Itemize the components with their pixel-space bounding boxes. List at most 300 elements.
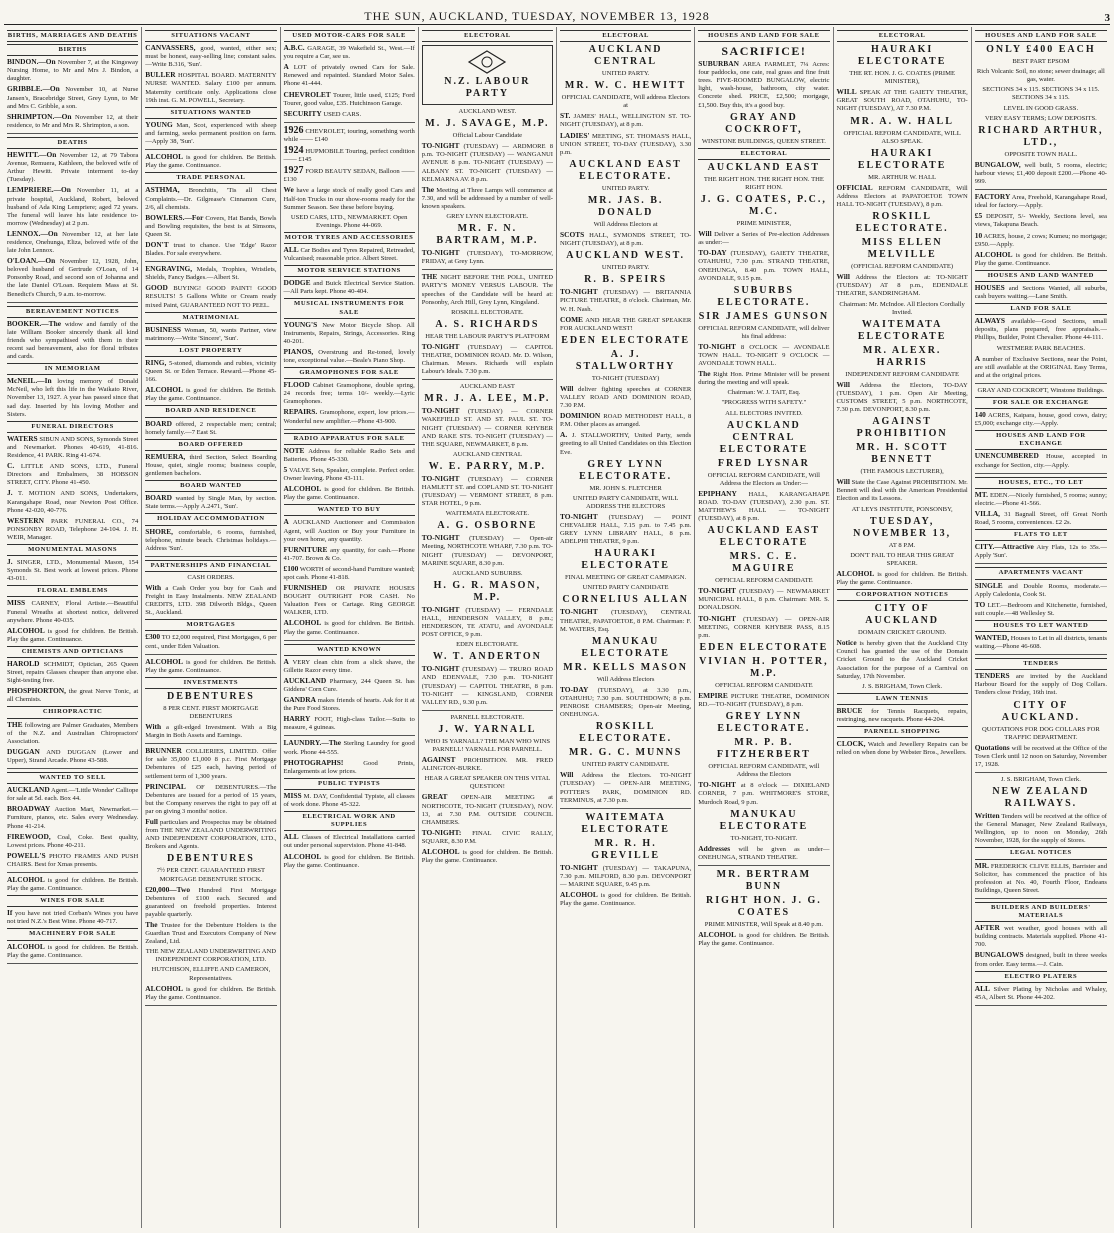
- classified-notice: THE following are Palmer Graduates, Members of the N.Z. and Australian Chiropractors' Association.: [7, 719, 139, 745]
- notice-lead-word: £20,000—Two: [145, 884, 191, 894]
- classified-notice: Will State the Case Against PROHIBITION. Mr. Bennett will deal with the American Presidential Election and its Lessons.: [836, 477, 968, 503]
- center-line: SECTIONS 34 x 115. SECTIONS 34 x 115. SECTIONS 34 x 115.: [982, 86, 1100, 102]
- section-heading: BOARD AND RESIDENCE: [145, 405, 276, 417]
- display-line: MR. P. B. FITZHERBERT: [716, 737, 811, 761]
- notice-lead-word: ALCOHOL: [145, 656, 184, 666]
- notice-lead-word: TO-NIGHT: [421, 141, 460, 151]
- classified-notice: WILL SPEAK AT THE GAIETY THEATRE, GREAT SOUTH ROAD, OTAHUHU, TO-NIGHT (TUESDAY), AT 7.30 P.M.: [836, 87, 968, 113]
- notice-lead-word: ALCOHOL: [145, 385, 184, 395]
- display-line: MR. J. A. LEE, M.P.: [424, 393, 551, 405]
- section-heading: RADIO APPARATUS FOR SALE: [284, 433, 415, 445]
- classified-notice: We have a large stock of really good Cars and Half-ton Trucks in our show-rooms ready for the Summer Season. See these before buying.: [283, 185, 415, 211]
- notice-lead-word: TO-NIGHT: [560, 511, 598, 521]
- display-line: MR. R. H. GREVILLE: [591, 837, 661, 861]
- divider: [7, 768, 138, 769]
- notice-lead-word: Will: [836, 272, 850, 282]
- section-heading: FLATS TO LET: [975, 529, 1107, 541]
- notice-lead-word: CLOCK,: [836, 739, 866, 749]
- notice-lead-word: TO-DAY: [560, 684, 589, 694]
- center-line: INDEPENDENT REFORM CANDIDATE: [845, 370, 960, 378]
- center-line: J. S. BRIGHAM, Town Clerk.: [1000, 776, 1081, 783]
- center-line: TO-NIGHT, TO-NIGHT.: [730, 834, 798, 842]
- display-line: MR. W. C. HEWITT: [564, 80, 687, 92]
- classified-notice: Notice is hereby given that the Auckland City Council has granted the use of the Domain Cricket Ground to the Auckland Cricket Association for the purpose of a Carnival on Saturday, 17th November.: [836, 638, 968, 680]
- classified-notice: 10 ACRES, house, 2 cows; Kumeu; no mortgage; £950.—Apply.: [974, 230, 1107, 248]
- display-line: EDEN ELECTORATE: [699, 641, 829, 653]
- classified-notice: 5 VALVE Sets, Speaker, complete. Perfect order. Owner leaving. Phone 43-111.: [283, 464, 415, 483]
- display-line: FRED LYSNAR: [717, 457, 810, 469]
- center-line: Chairman: Mr. McIndoe. All Electors Cordially Invited.: [839, 300, 965, 316]
- center-line: VERY EASY TERMS; LOW DEPOSITS.: [984, 114, 1097, 122]
- divider: [7, 963, 138, 964]
- classified-notice: BROADWAY Auction Mart, Newmarket.—Furniture, pianos, etc. Sales every Wednesday. Phone 41-214.: [7, 804, 139, 830]
- classified-notice: LENNOX.—On November 12, at her late residence, Onehunga, Eliza, beloved wife of the late John Lennox.: [7, 228, 139, 255]
- notice-lead-word: GRIBBLE.—On: [7, 84, 60, 94]
- notice-lead-word: The: [145, 919, 158, 929]
- section-heading: MONUMENTAL MASONS: [7, 544, 138, 556]
- divider: [145, 1005, 276, 1006]
- classified-notice: CLOCK, Watch and Jewellery Repairs can be relied on when done by Webster Bros., Jewellers.: [836, 739, 968, 757]
- notice-lead-word: A: [283, 517, 289, 527]
- column-5: [557, 27, 695, 1228]
- classified-notice: PIANOS, Overstrung and Re-toned, lovely tone, exceptional value.—Beale's Piano Shop.: [283, 346, 415, 364]
- section-heading: WANTED TO BUY: [284, 504, 415, 516]
- center-line: (OFFICIAL REFORM CANDIDATE): [851, 263, 954, 271]
- classified-notice: BOWLERS.—For Covers, Hat Bands, Bowls and Bowling requisites, the best is at Simsons, Queen St.: [145, 212, 277, 238]
- center-line: Official Labour Candidate: [452, 132, 523, 140]
- notice-lead-word: HOUSES: [974, 282, 1005, 292]
- notice-lead-word: £5: [974, 211, 983, 221]
- center-line: FINAL MEETING OF GREAT CAMPAIGN.: [565, 574, 687, 582]
- emblem-caption: N.Z. LABOUR PARTY: [444, 76, 531, 100]
- notice-lead-word: PRINCIPAL: [145, 781, 186, 791]
- column-8: [972, 27, 1110, 1228]
- notice-lead-word: CITY.—Attractive: [974, 542, 1034, 552]
- display-line: MR. G. C. MUNNS: [568, 747, 683, 759]
- center-line: AT 8 P.M.: [888, 541, 916, 549]
- display-line: DEBENTURES: [166, 690, 255, 702]
- classified-notice: The Right Hon. Prime Minister will be present during the meeting and will speak.: [698, 369, 830, 387]
- classified-notice: TO-NIGHT (TUESDAY) — BRITANNIA PICTURE THEATRE, 8 o'clock. Chairman, Mr. W. H. Nash.: [560, 287, 692, 313]
- divider: [560, 808, 691, 809]
- notice-lead-word: NOTE: [283, 445, 305, 455]
- classified-notice: ALCOHOL is good for children. Be British. Play the game. Continuance.: [836, 568, 968, 586]
- center-line: 8 PER CENT. FIRST MORTGAGE DEBENTURES: [163, 704, 259, 720]
- classified-notice: AFTER wet weather, good houses with all building contracts. Materials supplied. Phone 41-700.: [974, 923, 1107, 949]
- notice-lead-word: £300: [145, 632, 161, 642]
- display-line: MR. A. W. HALL: [850, 115, 954, 127]
- notice-lead-word: ALCOHOL: [560, 889, 598, 899]
- center-line: AUCKLAND EAST: [459, 383, 515, 391]
- classified-notice: ALCOHOL is good for children. Be British. Play the game. Continuance.: [145, 983, 277, 1001]
- display-line: ROSKILL ELECTORATE.: [579, 721, 673, 745]
- display-line: HAURAKI ELECTORATE: [857, 147, 947, 171]
- notice-lead-word: UNENCUMBERED: [974, 451, 1039, 461]
- notice-lead-word: TO-NIGHT: [698, 586, 736, 596]
- notice-lead-word: WESTERN: [7, 515, 44, 525]
- notice-lead-word: SHORE,: [145, 526, 173, 536]
- notice-lead-word: DON'T: [145, 239, 169, 249]
- classified-notice: HAROLD SCHMIDT, Optician, 265 Queen Street, repairs Glasses cheaper than anyone else. Sight-testing free.: [7, 659, 139, 685]
- notice-lead-word: Will: [560, 383, 574, 393]
- display-line: MR. H. SCOTT BENNETT: [855, 442, 949, 466]
- classified-notice: BOARD offered, 2 respectable men; central; homely family.—7 East St.: [145, 418, 277, 436]
- classified-notice: LADIES' MEETING, ST. THOMAS'S HALL, UNION STREET, TO-DAY (TUESDAY), 3.30 p.m.: [560, 130, 692, 156]
- listing-year: 1924: [283, 145, 304, 157]
- notice-lead-word: ALWAYS: [974, 316, 1006, 326]
- display-line: MRS. C. E. MAGUIRE: [729, 551, 799, 575]
- newspaper-page: [4, 2, 1110, 1229]
- notice-lead-word: ALCOHOL: [7, 874, 45, 884]
- listing-year: 1926: [283, 124, 304, 136]
- notice-lead-word: Notice: [836, 638, 857, 648]
- classified-notice: DOMINION ROAD METHODIST HALL, 8 P.M. Other places as arranged.: [560, 411, 692, 429]
- display-line: A. J. STALLWORTHY: [575, 348, 676, 372]
- notice-lead-word: ST.: [560, 111, 571, 121]
- notice-lead-word: AUCKLAND: [7, 785, 50, 795]
- divider: [422, 269, 553, 270]
- display-line: NEW ZEALAND RAILWAYS.: [992, 786, 1090, 810]
- classified-notice: ALCOHOL is good for children. Be British. Play the game. Continuance.: [145, 385, 277, 403]
- center-line: AUCKLAND CENTRAL: [452, 450, 522, 458]
- classified-notice: J. SINGER, LTD., Monumental Mason, 154 Symonds St. Best work at lowest prices. Phone 43-011.: [7, 557, 139, 583]
- notice-lead-word: ALL: [283, 832, 299, 842]
- notice-lead-word: MISS: [7, 598, 26, 608]
- classified-notice: POWELL'S PHOTO FRAMES AND PUSH CHAIRS. Best for Xmas presents.: [7, 850, 139, 868]
- section-heading: GRAMOPHONES FOR SALE: [284, 367, 415, 379]
- notice-lead-word: WANTED,: [974, 632, 1010, 642]
- classified-notice: CITY.—Attractive Airy Flats, 12s to 35s.—Apply 'Sun'.: [974, 542, 1107, 560]
- classified-notice: Written Tenders will be received at the office of the General Manager, New Zealand Railways, Wellington, up to noon on Monday, 26th November, 1928, for the supply of Stores.: [974, 811, 1107, 845]
- classified-notice: GREAT OPEN-AIR MEETING at NORTHCOTE, TO-NIGHT (TUESDAY), NOV. 13, at 7.30 P.M. OUTSIDE COUNCIL CHAMBERS.: [421, 792, 553, 826]
- section-heading: TRADE PERSONAL: [145, 172, 276, 184]
- display-line: A. G. OSBORNE: [437, 520, 538, 532]
- section-heading: BIRTHS, MARRIAGES AND DEATHS: [7, 30, 138, 42]
- section-heading: ELECTORAL: [837, 30, 968, 42]
- center-line: QUOTATIONS FOR DOG COLLARS FOR TRAFFIC DEPARTMENT.: [981, 725, 1100, 741]
- section-heading: ELECTORAL: [422, 30, 553, 42]
- display-line: J. W. YARNALL: [438, 723, 537, 735]
- section-heading: SITUATIONS WANTED: [145, 107, 276, 119]
- divider: [975, 898, 1107, 899]
- center-line: OFFICIAL REFORM CANDIDATE, will Address the Electors: [708, 763, 820, 779]
- center-line: DON'T FAIL TO HEAR THIS GREAT SPEAKER.: [850, 551, 955, 567]
- notice-lead-word: ALCOHOL: [145, 152, 184, 162]
- classified-notice: TO-NIGHT (TUESDAY) — TRURO ROAD AND EDENVALE, 7.30 p.m. TO-NIGHT (TUESDAY) — CAPITOL THEATRE, 8 p.m. TO-NIGHT — KINGSLAND, CORNER VALLEY RD., 9.30 p.m.: [421, 664, 553, 706]
- classified-notice: BOOKER.—The widow and family of the late William Booker sincerely thank all kind friends who sympathised with them in their recent sad bereavement, also for floral tributes and cards.: [7, 318, 139, 361]
- display-line: CITY OF AUCKLAND.: [1001, 699, 1081, 723]
- classified-notice: TO-NIGHT (TUESDAY) — OPEN-AIR MEETING, CORNER KHYBER PASS, 8.15 p.m.: [698, 613, 830, 639]
- classified-notice: TO-NIGHT (TUESDAY) — FERNDALE HALL, HENDERSON VALLEY, 8 p.m.; HENDERSON, TE ATATU, and AVONDALE POST OFFICE, 9 p.m.: [421, 604, 553, 639]
- classified-notice: AUCKLAND Pharmacy, 244 Queen St. has Giddens' Corn Cure.: [283, 675, 415, 693]
- masthead: [4, 2, 1110, 25]
- notice-lead-word: WATERS: [7, 433, 38, 443]
- classified-notice: The Trustee for the Debenture Holders is the Guardian Trust and Executors Company of New Zealand, Ltd.: [145, 919, 277, 946]
- column-6: [695, 27, 833, 1228]
- divider: [975, 383, 1107, 384]
- display-line: HAURAKI ELECTORATE: [857, 44, 947, 68]
- column-4: [419, 27, 557, 1228]
- classified-notice: SHORE, comfortable, 6 rooms, furnished, telephone, minute beach. Christmas holidays.—Address 'Sun'.: [145, 526, 277, 552]
- section-heading: HOUSES AND LAND WANTED: [975, 270, 1107, 282]
- display-line: RICHARD ARTHUR, LTD.,: [978, 124, 1104, 148]
- center-line: Rich Volcanic Soil, no stone; sewer drainage; all gas, water.: [976, 68, 1105, 84]
- section-heading: HOUSES TO LET WANTED: [975, 620, 1107, 632]
- notice-lead-word: TO-NIGHT: [421, 473, 460, 483]
- center-line: EDEN ELECTORATE.: [456, 641, 519, 649]
- center-line: LEVEL IN GOOD GRASS.: [1003, 104, 1079, 112]
- classified-notice: DUGGAN AND DUGGAN (Lower and Upper), Strand Arcade. Phone 43-588.: [7, 746, 139, 764]
- notice-lead-word: POWELL'S: [7, 850, 46, 860]
- notice-lead-word: PIANOS,: [283, 346, 314, 356]
- center-line: AT LEYS INSTITUTE, PONSONBY,: [851, 505, 953, 513]
- notice-lead-word: BROADWAY: [7, 804, 51, 814]
- display-line: MR. JAS. B. DONALD: [587, 194, 664, 218]
- section-heading: ELECTRO PLATERS: [975, 971, 1107, 983]
- classified-notice: Will Address the Electors. TO-NIGHT (TUESDAY) — OPEN-AIR MEETING, POTTER'S PARK, DOMINION RD. TERMINUS, at 7.30 p.m.: [560, 770, 692, 804]
- notice-lead-word: TO-NIGHT:: [421, 827, 462, 837]
- section-heading: BIRTHS: [7, 44, 138, 56]
- labour-party-emblem: [422, 45, 553, 105]
- section-heading: HOUSES, ETC., TO LET: [975, 477, 1107, 489]
- center-line: HEAR A GREAT SPEAKER ON THIS VITAL QUESTION!: [424, 775, 551, 791]
- notice-lead-word: Quotations: [974, 742, 1010, 752]
- section-heading: MOTOR SERVICE STATIONS: [284, 265, 415, 277]
- notice-lead-word: REMUERA,: [145, 451, 186, 461]
- center-line: J. S. BRIGHAM, Town Clerk.: [862, 682, 943, 690]
- classified-notice: AUCKLAND Agent.—'Little Wonder' Calliope for sale at 5d. each. Box 44.: [7, 785, 139, 803]
- center-line: PRIME MINISTER,: [736, 220, 792, 228]
- notice-lead-word: ALCOHOL: [698, 929, 737, 939]
- classified-notice: Will Deliver a Series of Pre-election Addresses as under:—: [698, 229, 830, 247]
- notice-lead-word: VILLA,: [974, 508, 1001, 518]
- section-heading: WANTED TO SELL: [7, 772, 138, 784]
- divider: [284, 122, 415, 123]
- section-heading: SITUATIONS VACANT: [145, 30, 276, 42]
- classified-notice: MISS M. DAY, Confidential Typiste, all classes of work done. Phone 45-322.: [283, 790, 415, 809]
- notice-lead-word: SCOTS: [560, 230, 585, 240]
- classified-notice: MR. FREDERICK CLIVE ELLIS, Barrister and Solicitor, has commenced the practice of his profession at No. 40, Fourth Floor, Endeans Buildings, Queen Street.: [974, 860, 1107, 894]
- section-heading: CHEMISTS AND OPTICIANS: [7, 646, 138, 658]
- classified-notice: CANVASSERS, good, wanted, either sex; must be honest, easy-selling line; constant sales.—Write B.316, 'Sun'.: [145, 43, 277, 69]
- notice-lead-word: We: [283, 185, 294, 195]
- party-emblem-icon: [467, 50, 507, 74]
- center-line: DOMAIN CRICKET GROUND.: [857, 629, 947, 637]
- divider: [7, 302, 138, 303]
- notice-lead-word: TO-NIGHT: [560, 607, 598, 617]
- classified-notice: ALCOHOL is good for children. Be British. Play the game. Continuance.: [145, 656, 277, 674]
- classified-notice: WATERS SIBUN AND SONS, Symonds Street and Newmarket. Phones 40-619, 41-816. Residence, 41 PARK. Ring 41-674.: [7, 433, 139, 460]
- notice-lead-word: MT.: [974, 489, 988, 499]
- center-line: HUTCHISON, ELLIFFE AND CAMERON, Representatives.: [151, 966, 271, 982]
- section-heading: BOARD WANTED: [145, 480, 276, 492]
- classified-notice: ALCOHOL is good for children. Be British. Play the game. Continuance.: [283, 851, 415, 869]
- display-line: TUESDAY, NOVEMBER 13,: [853, 515, 952, 539]
- classified-notice: TO-NIGHT (TUESDAY) — NEWMARKET MUNICIPAL HALL, 8 p.m. Chairman: MR. S. DONALDSON.: [698, 586, 830, 612]
- divider: [284, 735, 415, 736]
- notice-lead-word: TO-NIGHT: [698, 341, 736, 351]
- section-heading: HOUSES AND LAND FOR SALE: [698, 30, 829, 42]
- notice-lead-word: TO-NIGHT: [560, 287, 598, 297]
- display-line: J. G. COATES, P.C., M.C.: [700, 194, 827, 218]
- divider: [7, 133, 138, 134]
- classified-notice: ST. JAMES' HALL, WELLINGTON ST. TO-NIGHT (TUESDAY), at 8 p.m.: [560, 111, 692, 129]
- center-line: WINSTONE BUILDINGS, QUEEN STREET.: [701, 137, 826, 145]
- classified-notice: ALL Classes of Electrical Installations carried out under personal supervision. Phone 41-848.: [283, 832, 415, 850]
- center-line: WESTMERE PARK BEACHES.: [996, 344, 1085, 352]
- classified-notice: TO-NIGHT (TUESDAY) — POINT CHEVALIER HALL, 7.15 p.m. to 7.45 p.m. GREY LYNN LIBRARY HALL, 8 p.m. ADELPHI THEATRE, 9 p.m.: [560, 511, 692, 546]
- divider: [698, 865, 829, 866]
- classified-notice: BUNGALOW, well built, 5 rooms, electric; harbour views; £1,400 deposit £200.—Phone 40-999.: [974, 159, 1107, 186]
- classified-notice: A number of Exclusive Sections, near the Point, are still available at the ORIGINAL Easy Terms, and at the original prices.: [974, 353, 1107, 379]
- classified-notice: £5 DEPOSIT, 5/- Weekly, Sections level, sea views, Takapuna Beach.: [974, 211, 1107, 229]
- classified-notice: LAUNDRY.—The Sterling Laundry for good work. Phone 44-555.: [283, 738, 415, 756]
- notice-lead-word: HARRY: [283, 714, 311, 724]
- center-line: OFFICIAL REFORM CANDIDATE, WILL ALSO SPEAK.: [843, 129, 961, 145]
- display-line: MANUKAU ELECTORATE: [581, 635, 670, 659]
- display-line: R. B. SPEIRS: [584, 274, 668, 286]
- center-line: WHO IS YARNALL? THE MAN WHO WINS PARNELL! YARNALL FOR PARNELL.: [424, 737, 551, 753]
- notice-lead-word: FIREWOOD,: [7, 831, 51, 841]
- notice-lead-word: ALCOHOL: [836, 568, 875, 578]
- display-line: WAITEMATA ELECTORATE: [581, 811, 670, 835]
- classified-notice: ALCOHOL is good for children. Be British. Play the game. Continuance.: [7, 625, 139, 643]
- section-heading: FLORAL EMBLEMS: [7, 585, 138, 597]
- notice-lead-word: YOUNG: [145, 119, 173, 129]
- classified-notice: McNEIL.—In loving memory of Donald McNeil, who left this life in the Waikato River, November 13, 1927. A year has passed since that sad day. Inserted by his loving Mother and Sisters.: [7, 376, 139, 418]
- notice-lead-word: DUGGAN: [7, 746, 40, 756]
- section-heading: LEGAL NOTICES: [975, 847, 1107, 859]
- classified-notice: £20,000—Two Hundred First Mortgage Debentures of £100 each. Secured and guaranteed on freehold properties. Interest payable quarterly.: [145, 884, 277, 918]
- classified-notice: DODGE and Buick Electrical Service Station.—All Parts kept. Phone 40-404.: [283, 278, 415, 296]
- notice-lead-word: EPIPHANY: [698, 488, 737, 498]
- divider: [975, 654, 1107, 655]
- classified-notice: ALWAYS available—Good Sections, small deposits, plans prepared, free appraisals.—Phillips, Builder, Point Chevalier. Phone 44-111.: [974, 316, 1107, 342]
- classified-notice: TO-NIGHT (TUESDAY) — CORNER WAKEFIELD ST. AND ST. PAUL ST. TO-NIGHT (TUESDAY) — CORNER KHYBER AND RAKE STS. TO-NIGHT (TUESDAY) — THE SQUARE, NEWMARKET, 8 p.m.: [421, 406, 553, 448]
- classified-notice: FURNISHED OR PRIVATE HOUSES BOUGHT OUTRIGHT FOR CASH. No Valuation Fees or Cartage. Ring GEORGE WALKER, LTD.: [283, 583, 415, 617]
- notice-lead-word: Addresses: [698, 843, 731, 853]
- notice-lead-word: REPAIRS.: [283, 407, 318, 417]
- display-line: DEBENTURES: [166, 853, 255, 865]
- divider: [975, 473, 1107, 474]
- section-heading: MOTOR TYRES AND ACCESSORIES: [284, 232, 415, 244]
- classified-notice: GRIBBLE.—On November 10, at Nurse Jansen's, Bracebridge Street, Grey Lynn, to Mr and Mrs C. Gribble, a son.: [7, 84, 139, 110]
- notice-lead-word: BOARD: [145, 418, 172, 428]
- classified-notice: TO-NIGHT at 8 o'clock — DIXIELAND CORNER, 7 p.m. WHITMORE'S STORE, Murdoch Road, 9 p.m.: [698, 780, 830, 806]
- center-line: ALL ELECTORS INVITED.: [725, 409, 803, 417]
- classified-notice: BOARD wanted by Single Man, by section. State terms.—Apply A.2471, 'Sun'.: [145, 493, 277, 511]
- center-line: Will Address Electors: [596, 675, 655, 683]
- section-heading: LAND FOR SALE: [975, 303, 1107, 315]
- classified-notice: ALL Car Bodies and Tyres Repaired, Retreaded, Vulcanised; reasonable price. Albert Street.: [283, 244, 415, 263]
- car-price-listing: 1924 HUPMOBILE Touring, perfect condition —— £145: [283, 145, 415, 164]
- classified-notice: A LOT of privately owned Cars for Sale. Renewed and repainted. Standard Motor Sales. Phone 41-444.: [283, 62, 415, 88]
- section-heading: MATRIMONIAL: [145, 312, 276, 324]
- classified-notice: £100 WORTH of second-hand Furniture wanted; spot cash. Phone 41-818.: [283, 563, 415, 581]
- notice-lead-word: ALCOHOL: [283, 851, 322, 861]
- center-line: AUCKLAND WEST.: [458, 108, 517, 116]
- center-line: TO-NIGHT (TUESDAY): [591, 374, 660, 382]
- display-line: AUCKLAND EAST ELECTORATE.: [569, 158, 682, 182]
- center-line: GRAY AND COCKROFT, Winstone Buildings.: [977, 386, 1105, 394]
- center-line: Chairman: W. J. TAIT, Esq.: [727, 389, 801, 397]
- notice-lead-word: FACTORY: [974, 192, 1011, 202]
- section-heading: ELECTORAL: [698, 148, 829, 160]
- classified-notice: THE NIGHT BEFORE THE POLL, UNITED PARTY'S MONEY VERSUS LABOUR. The speeches of the Candidate will be heard at: Ponsonby, Arch Hill, Grey Lynn, Kingsland.: [421, 272, 553, 306]
- section-heading: FOR SALE OR EXCHANGE: [975, 397, 1107, 409]
- notice-lead-word: 10: [974, 230, 983, 240]
- display-line: AUCKLAND EAST: [707, 161, 821, 173]
- notice-lead-word: A.B.C.: [283, 43, 305, 53]
- section-heading: LOST PROPERTY: [145, 345, 276, 357]
- classified-notice: Will Address the Electors, TO-DAY (TUESDAY), 1 p.m. Open Air Meeting, CUSTOMS STREET, 5 p.m. NORTHCOTE, 7.30 p.m. DEVONPORT, 8.30 p.m.: [836, 379, 968, 414]
- classified-notice: FLOOD Cabinet Gramophone, double spring, 24 records free; terms 10/- weekly.—Lyric Gramophones.: [283, 380, 415, 406]
- notice-lead-word: BUNGALOW,: [974, 159, 1021, 169]
- notice-lead-word: EMPIRE: [698, 690, 728, 700]
- notice-lead-word: GREAT: [421, 792, 448, 802]
- notice-lead-word: PHOTOGRAPHS!: [283, 757, 344, 767]
- center-line: UNITED PARTY.: [601, 70, 650, 78]
- section-heading: DEATHS: [7, 137, 138, 149]
- classified-notice: TO-NIGHT: FINAL CIVIC RALLY, SQUARE, 8.30 P.M.: [421, 827, 553, 845]
- classified-notice: SECURITY USED CARS.: [283, 108, 362, 118]
- classified-notice: TO-NIGHT (TUESDAY), TO-MORROW, FRIDAY, at Grey Lynn.: [421, 248, 553, 266]
- notice-lead-word: TO-NIGHT: [421, 664, 460, 674]
- notice-lead-word: COME: [560, 314, 583, 324]
- display-line: AUCKLAND EAST ELECTORATE: [707, 525, 821, 549]
- center-line: THE RIGHT HON. THE RIGHT HON. THE RIGHT HON.: [703, 175, 824, 191]
- classified-notice: RING, 5-stoned, diamonds and rubies, vicinity Queen St. or Eden Terrace. Reward.—Phone 45-166.: [145, 358, 277, 384]
- notice-lead-word: C.: [7, 461, 15, 471]
- notice-lead-word: DODGE: [283, 278, 311, 288]
- center-line: PARNELL ELECTORATE.: [450, 713, 525, 721]
- classified-notice: SUBURBAN AREA FARMLET, 7¼ Acres: four paddocks, one cate, real grass and fine fruit trees. FIVE-ROOMED BUNGALOW, electric light, wash-house, bathroom, city water. Concrete shed. PRICE, £2,500; mortgage, £1,500. Buy this, it's a good buy.: [698, 59, 830, 109]
- divider: [975, 189, 1107, 190]
- section-heading: PARTNERSHIPS AND FINANCIAL: [145, 560, 276, 572]
- divider: [145, 743, 276, 744]
- center-line: (THE FAMOUS LECTURER),: [860, 468, 944, 476]
- classified-notice: A. J. STALLWORTHY, United Party, sends greeting to all United Candidates on this Election Eve.: [560, 430, 692, 456]
- display-line: CORNELIUS ALLAN: [562, 594, 689, 606]
- notice-lead-word: TO-NIGHT: [421, 248, 460, 258]
- notice-lead-word: J.: [7, 488, 13, 498]
- display-line: MR. ALEXR. HARRIS: [862, 344, 942, 368]
- center-line: CASH ORDERS.: [187, 573, 235, 581]
- classified-notice: TO LET.—Bedroom and Kitchenette, furnished, suit couple.—48 Wellesley St.: [974, 599, 1107, 617]
- notice-lead-word: TENDERS: [974, 671, 1010, 681]
- display-line: GRAY AND COCKROFT,: [725, 111, 803, 135]
- classified-notice: Will deliver fighting speeches at CORNER VALLEY ROAD AND DOMINION ROAD, 7.30 P.M.: [560, 383, 692, 410]
- classified-notice: ALCOHOL is good for children. Be British. Play the game. Continuance.: [698, 929, 830, 948]
- classified-notice: Addresses will be given as under— ONEHUNGA, STRAND THEATRE.: [698, 843, 830, 861]
- classified-notice: Quotations will be received at the Office of the Town Clerk until 12 noon on Saturday, November 17, 1928.: [974, 742, 1107, 768]
- notice-lead-word: ALCOHOL: [974, 249, 1013, 259]
- column-2: [142, 27, 280, 1228]
- notice-lead-word: AUCKLAND: [283, 675, 327, 685]
- classified-notice: TO-DAY (TUESDAY), at 3.30 p.m., OTAHUHU; 7.30 p.m. SOUTHDOWN; 8 p.m. PENROSE CHAMBERS; Open-air Meeting, ONEHUNGA.: [560, 684, 692, 719]
- classified-notice: REMUERA, third Section, Select Boarding House, quiet, single rooms; business couple, gentlemen bachelors.: [145, 451, 277, 478]
- classified-notice: HEWITT.—On November 12, at 79 Tabora Avenue, Remuera, Kathleen, the beloved wife of Arthur Hewitt. Private interment to-day (Tuesday).: [7, 150, 139, 184]
- display-line: WAITEMATA ELECTORATE: [857, 318, 947, 342]
- divider: [145, 261, 276, 262]
- notice-lead-word: £100: [283, 563, 299, 573]
- classified-notice: WESTERN PARK FUNERAL CO., 74 PONSONBY ROAD, Telephone 24-104. J. H. WEIR, Manager.: [7, 515, 139, 541]
- notice-lead-word: With: [145, 722, 162, 732]
- notice-lead-word: FURNITURE: [283, 544, 328, 554]
- classified-notice: BULLER HOSPITAL BOARD. MATERNITY NURSE WANTED. Salary £100 per annum. Maternity certificate only. Applications close 19th inst. G. M. POWELL, Secretary.: [145, 70, 277, 104]
- classified-notice: EPIPHANY HALL, KARANGAHAPE ROAD. TO-DAY (TUESDAY), 2.30 p.m. ST. MATTHEW'S HALL — TO-NIGHT (TUESDAY), at 8 p.m.: [698, 488, 830, 523]
- classified-notice: BUSINESS Woman, 50, wants Partner, view matrimony.—Write 'Sincere', 'Sun'.: [145, 324, 277, 342]
